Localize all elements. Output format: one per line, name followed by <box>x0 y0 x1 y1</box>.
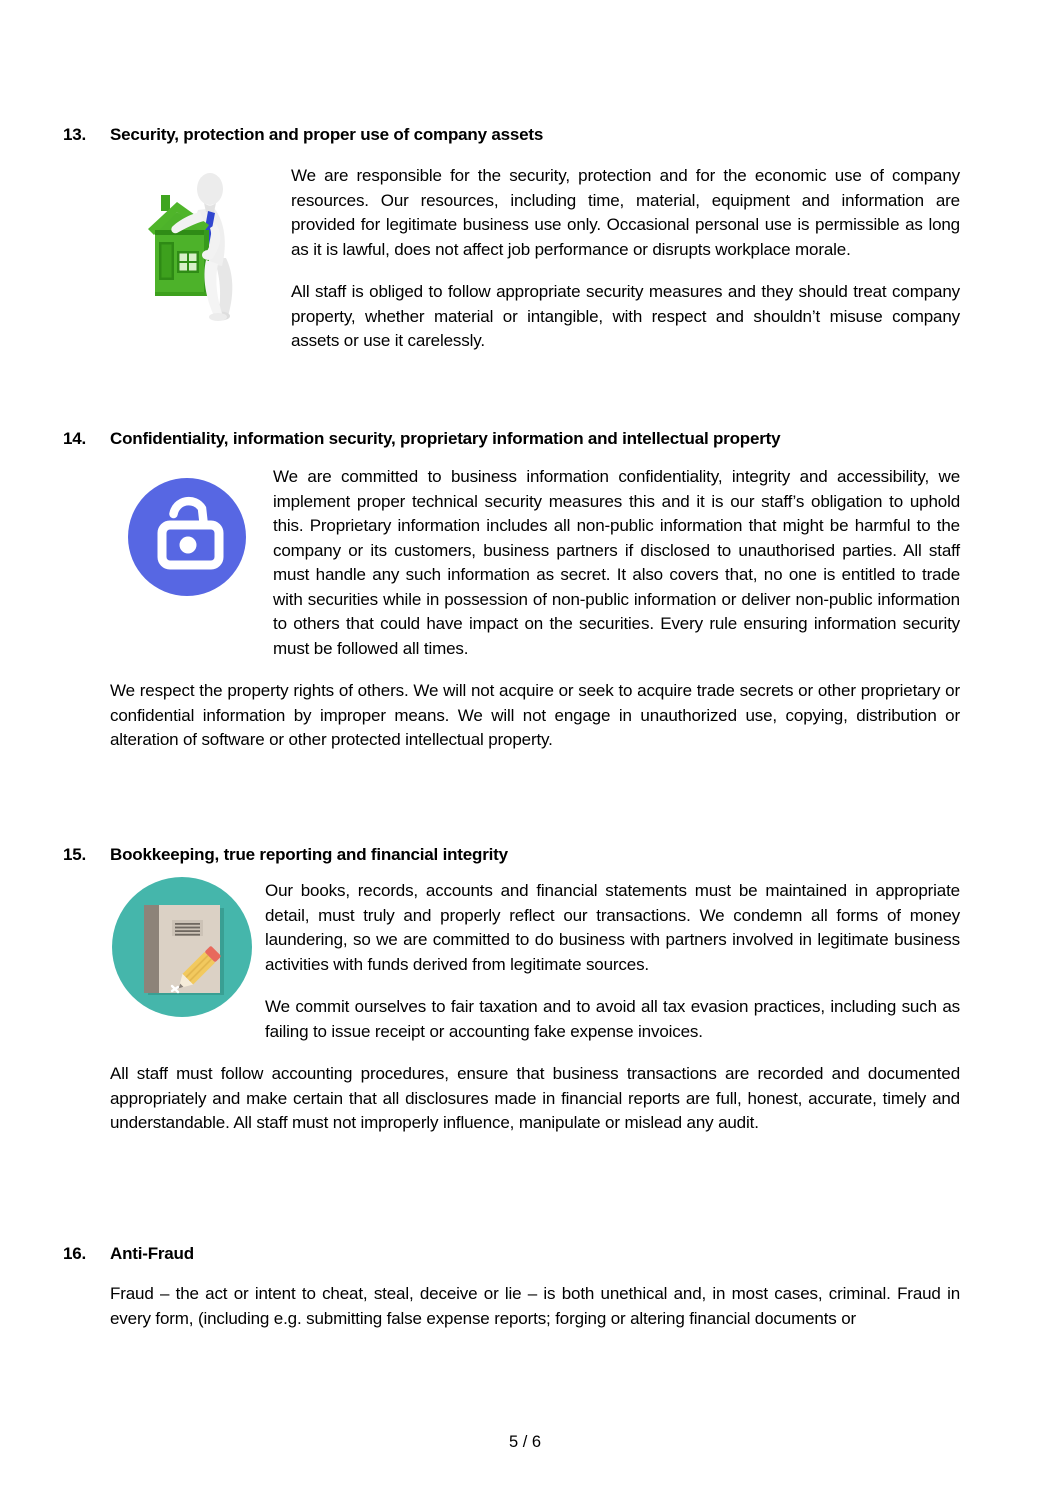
section-number: 15. <box>63 845 87 864</box>
paragraph: All staff must follow accounting procedures, ensure that business transactions are recorded and documented appropriately and make certain that all disclosures made in financial reports are full, honest, accurate, timely and understandable. All staff must not improperly influence, manipulate or mislead any audit. <box>110 1064 960 1132</box>
section-15 <box>0 844 1050 1154</box>
section-13-illustration <box>110 164 291 351</box>
section-15-heading <box>63 844 960 865</box>
section-14-heading <box>63 428 960 449</box>
section-title: Confidentiality, information security, proprietary information and intellectual property <box>110 429 781 448</box>
section-16-body <box>110 1282 960 1331</box>
section-14-body <box>110 465 960 753</box>
paragraph: We are committed to business information confidentiality, integrity and accessibility, we implement proper technical security measures this and it is our staff’s obligation to uphold this. Proprietary information includes all non-public information that might be harmful to the company or its customers, business partners if disclosed to unauthorised parties. All staff must handle any such information as secret. It also covers that, no one is entitled to trade with securities while in possession of non-public information or deliver non-public information to others that could have impact on the securities. Every rule ensuring information security must be followed all times. <box>273 467 960 658</box>
paragraph: Fraud – the act or intent to cheat, steal, deceive or lie – is both unethical and, in most cases, criminal. Fraud in every form, (including e.g. submitting false expense reports; forging or altering financial documents or <box>110 1284 960 1328</box>
section-16 <box>0 1243 1050 1349</box>
section-14-illustration <box>110 465 273 642</box>
paragraph: We respect the property rights of others. We will not acquire or seek to acquire trade secrets or other proprietary or confidential information by improper means. We will not engage in unauthorized use, copying, distribution or alteration of software or other protected intellectual property. <box>110 681 960 749</box>
section-13-body <box>110 164 960 372</box>
section-title: Security, protection and proper use of company assets <box>110 125 544 144</box>
paragraph: All staff is obliged to follow appropriate security measures and they should treat company property, whether material or intangible, with respect and shouldn’t misuse company assets or use it carelessly. <box>291 282 960 350</box>
man-leaning-on-green-house-icon <box>148 166 244 322</box>
section-13-heading <box>63 124 960 145</box>
paragraph: Our books, records, accounts and financial statements must be maintained in appropriate detail, must truly and properly reflect our transactions. We condemn all forms of money laundering, so we are committed to do business with partners involved in legitimate business activities with funds derived from legitimate sources. <box>265 881 960 974</box>
section-15-body <box>110 879 960 1136</box>
notebook-pencil-icon <box>112 877 252 1017</box>
section-14 <box>0 428 1050 771</box>
section-title: Anti-Fraud <box>110 1244 194 1263</box>
section-title: Bookkeeping, true reporting and financial integrity <box>110 845 508 864</box>
open-padlock-icon <box>128 478 246 596</box>
section-number: 14. <box>63 429 87 448</box>
section-number: 13. <box>63 125 87 144</box>
section-number: 16. <box>63 1244 87 1263</box>
section-16-heading <box>63 1243 960 1264</box>
paragraph: We are responsible for the security, protection and for the economic use of company resources. Our resources, including time, material, equipment and information are provided for legitimate business use only. Occasional personal use is permissible as long as it is lawful, does not affect job performance or disrupts workplace morale. <box>291 166 960 259</box>
section-15-illustration <box>110 879 265 1037</box>
section-13 <box>0 124 1050 372</box>
page-number: 5 / 6 <box>508 1433 542 1451</box>
paragraph: We commit ourselves to fair taxation and to avoid all tax evasion practices, including such as failing to issue receipt or accounting fake expense invoices. <box>265 997 960 1041</box>
